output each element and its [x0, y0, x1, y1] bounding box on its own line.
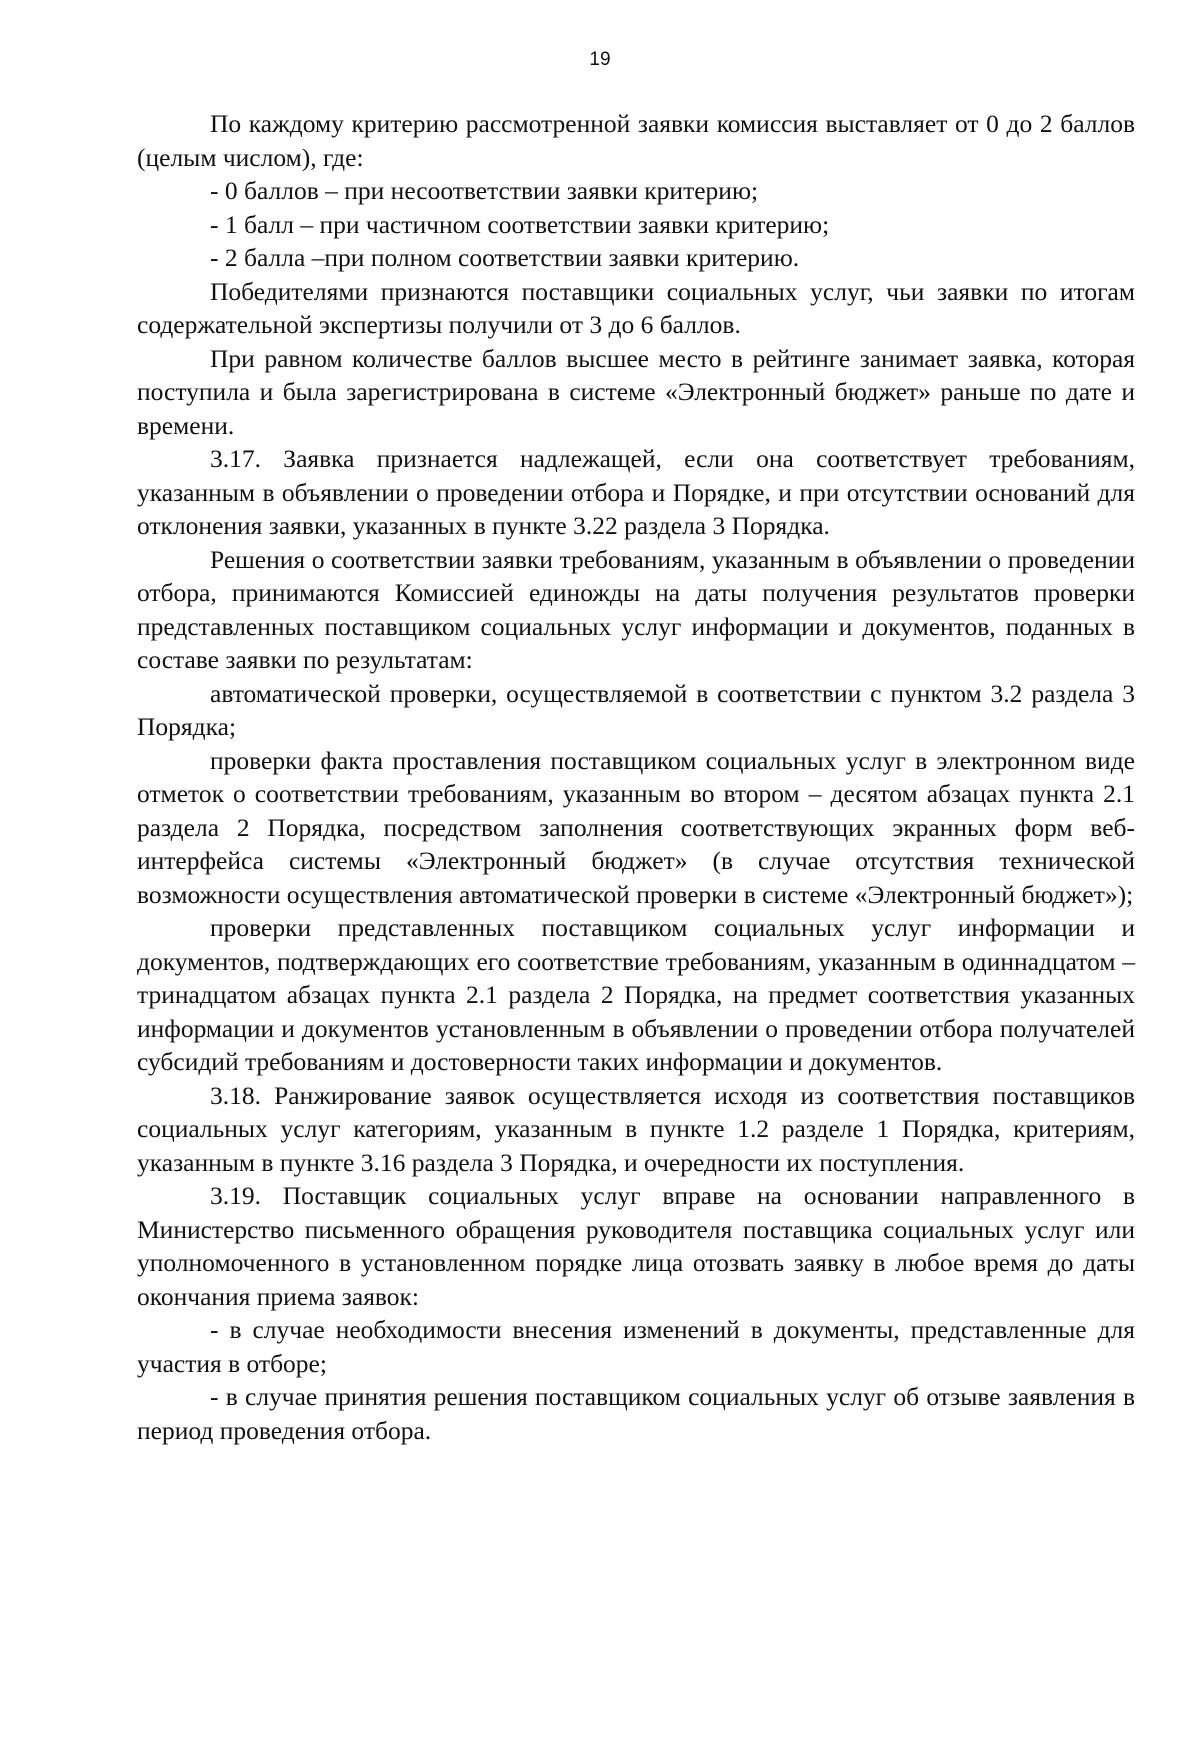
paragraph-3-19: 3.19. Поставщик социальных услуг вправе на основании направленного в Министерство письменного обращения руководителя поставщика социальных услуг или уполномоченного в установленном порядке лица отозвать заявку в любое время до даты окончания приема заявок:	[137, 1181, 1135, 1311]
paragraph-score-2: - 2 балла –при полном соответствии заявки критерию.	[210, 243, 800, 272]
paragraph-withdraw-decision: - в случае принятия решения поставщиком социальных услуг об отзыве заявления в период проведения отбора.	[137, 1382, 1135, 1445]
paragraph-winners: Победителями признаются поставщики социальных услуг, чьи заявки по итогам содержательной экспертизы получили от 3 до 6 баллов.	[137, 276, 1135, 339]
paragraph-score-1: - 1 балл – при частичном соответствии заявки критерию;	[210, 209, 830, 239]
paragraph-documents-check: проверки представленных поставщиком социальных услуг информации и документов, подтверждающих его соответствие требованиям, указанным в одиннадцатом – тринадцатом абзацах пункта 2.1 раздела 2 Порядка, на предмет соответствия указанных информации и документов установленным в объявлении о проведении отбора получателей субсидий требованиям и достоверности таких информации и документов.	[137, 913, 1135, 1076]
paragraph-equal-score: При равном количестве баллов высшее место в рейтинге занимает заявка, которая поступила и была зарегистрирована в системе «Электронный бюджет» раньше по дате и времени.	[137, 343, 1135, 440]
paragraph-3-18: 3.18. Ранжирование заявок осуществляется исходя из соответствия поставщиков социальных услуг категориям, указанным в пункте 1.2 разделе 1 Порядка, критериям, указанным в пункте 3.16 раздела 3 Порядка, и очередности их поступления.	[137, 1080, 1135, 1177]
page-number: 19	[589, 49, 611, 70]
paragraph-3-17: 3.17. Заявка признается надлежащей, если она соответствует требованиям, указанным в объявлении о проведении отбора и Порядке, и при отсутствии оснований для отклонения заявки, указанных в пункте 3.22 раздела 3 Порядка.	[137, 444, 1135, 540]
paragraph-score-0: - 0 баллов – при несоответствии заявки критерию;	[210, 176, 759, 205]
document-body	[137, 107, 1135, 1447]
paragraph-withdraw-changes: - в случае необходимости внесения изменений в документы, представленные для участия в отборе;	[137, 1315, 1135, 1378]
paragraph-auto-check: автоматической проверки, осуществляемой в соответствии с пунктом 3.2 раздела 3 Порядка;	[137, 678, 1135, 741]
paragraph-scoring-intro: По каждому критерию рассмотренной заявки комиссия выставляет от 0 до 2 баллов (целым числом), где:	[137, 109, 1135, 172]
paragraph-marks-check: проверки факта проставления поставщиком социальных услуг в электронном виде отметок о соответствии требованиям, указанным во втором – десятом абзацах пункта 2.1 раздела 2 Порядка, посредством заполнения соответствующих экранных форм веб-интерфейса системы «Электронный бюджет» (в случае отсутствия технической возможности осуществления автоматической проверки в системе «Электронный бюджет»);	[137, 745, 1135, 909]
paragraph-decisions: Решения о соответствии заявки требованиям, указанным в объявлении о проведении отбора, принимаются Комиссией единожды на даты получения результатов проверки представленных поставщиком социальных услуг информации и документов, поданных в составе заявки по результатам:	[137, 544, 1135, 674]
